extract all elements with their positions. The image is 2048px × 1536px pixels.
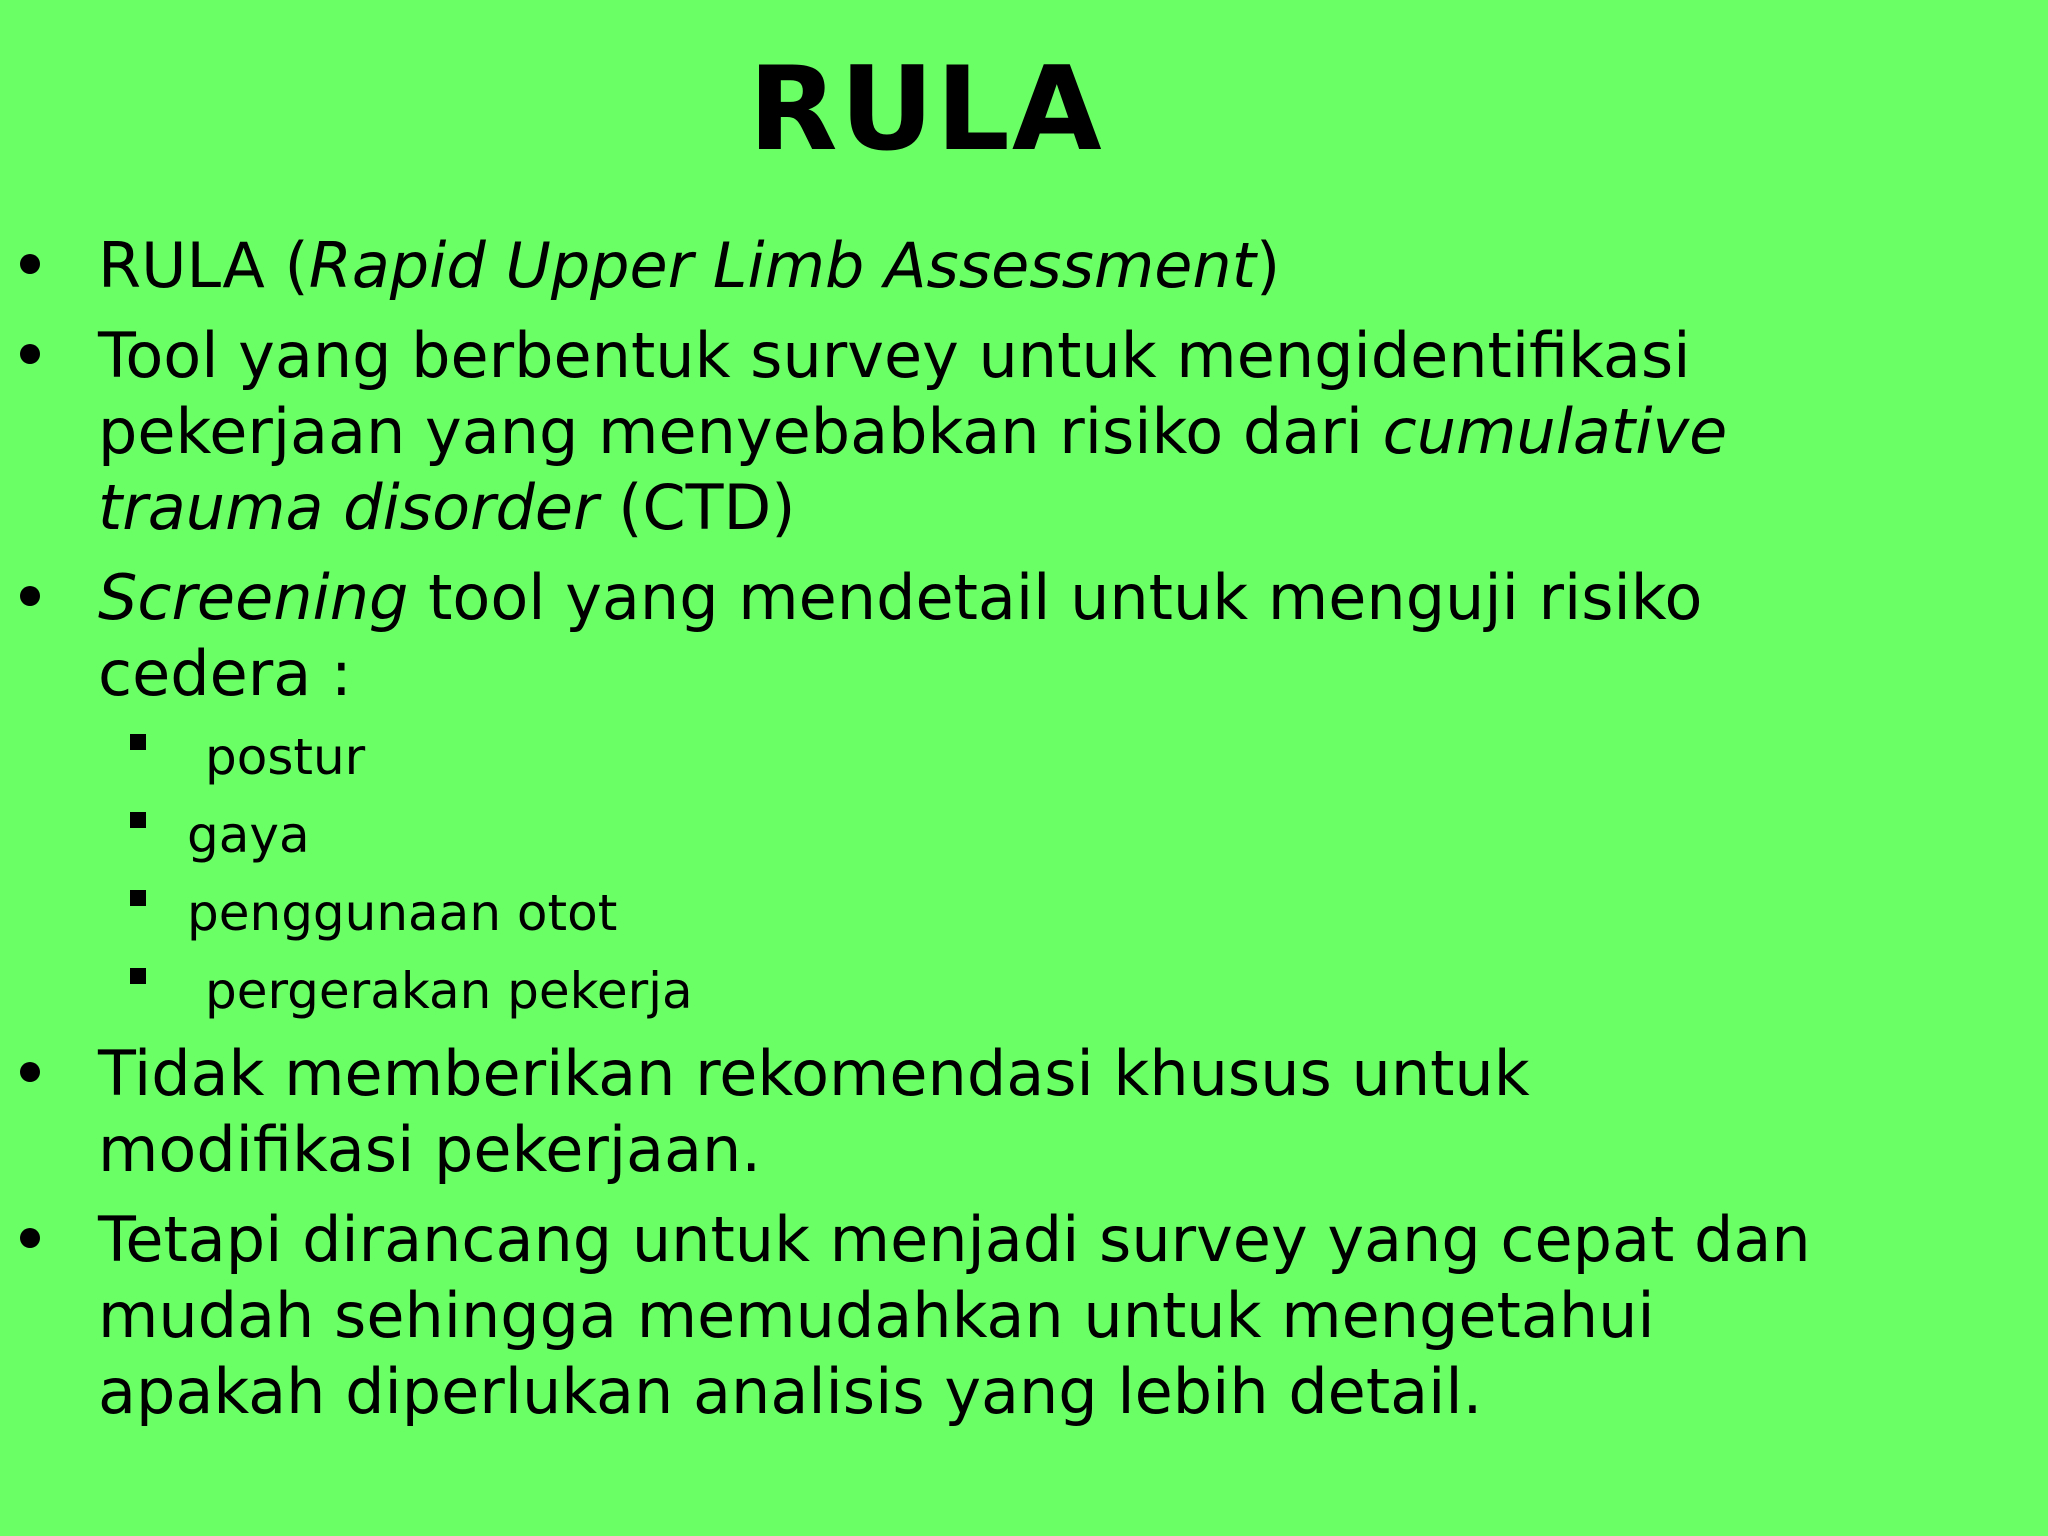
bullet-tool-survey [0,318,2048,546]
sub-bullet-pergerakan-pekerja [0,958,2048,1024]
bullet-quick-survey [0,1202,2048,1430]
bullet-dot-icon [20,586,40,606]
bullet-line: Tool yang berbentuk survey untuk mengidentifikasi [98,319,1691,392]
sub-bullet-postur [0,724,2048,790]
bullet-line: cedera : [98,637,352,710]
bullet-text-italic: cumulative [1382,395,1728,468]
bullet-text-plain: tool yang mendetail untuk menguji risiko [408,561,1703,634]
bullet-line [98,394,2048,470]
bullet-line: Tetapi dirancang untuk menjadi survey yang cepat dan [98,1203,1811,1276]
bullet-no-recommendation [0,1036,2048,1188]
bullet-text-plain: pekerjaan yang menyebabkan risiko dari [98,395,1383,468]
bullet-line: Tidak memberikan rekomendasi khusus untuk [98,1037,1530,1110]
bullet-line: modifikasi pekerjaan. [98,1113,762,1186]
bullet-text-italic: Screening [98,561,409,634]
bullet-line [98,560,2048,636]
sub-bullet-text: penggunaan otot [187,884,618,942]
bullet-line [98,470,2048,546]
bullet-line: mudah sehingga memudahkan untuk mengetahui [98,1279,1655,1352]
sub-bullet-text: gaya [187,806,310,864]
bullet-dot-icon [20,344,40,364]
bullet-text-prefix: RULA ( [98,229,309,302]
bullet-screening-tool [0,560,2048,712]
sub-bullet-penggunaan-otot [0,880,2048,946]
bullet-rula-definition [0,228,2048,304]
bullet-text-suffix: ) [1256,229,1281,302]
bullet-list [0,228,2048,1430]
bullet-text-italic: trauma disorder [98,471,599,544]
sub-bullet-gaya [0,802,2048,868]
bullet-dot-icon [20,1228,40,1248]
slide-title: RULA [748,42,1104,177]
sub-bullet-text: pergerakan pekerja [205,962,693,1020]
bullet-line: apakah diperlukan analisis yang lebih detail. [98,1355,1483,1428]
sub-bullet-text: postur [205,728,366,786]
bullet-text-plain: (CTD) [598,471,796,544]
bullet-text-italic: Rapid Upper Limb Assessment [308,229,1257,302]
square-bullet-icon [130,968,146,984]
bullet-dot-icon [20,1062,40,1082]
sub-bullet-list [0,724,2048,1024]
square-bullet-icon [130,734,146,750]
square-bullet-icon [130,890,146,906]
square-bullet-icon [130,812,146,828]
bullet-dot-icon [20,254,40,274]
